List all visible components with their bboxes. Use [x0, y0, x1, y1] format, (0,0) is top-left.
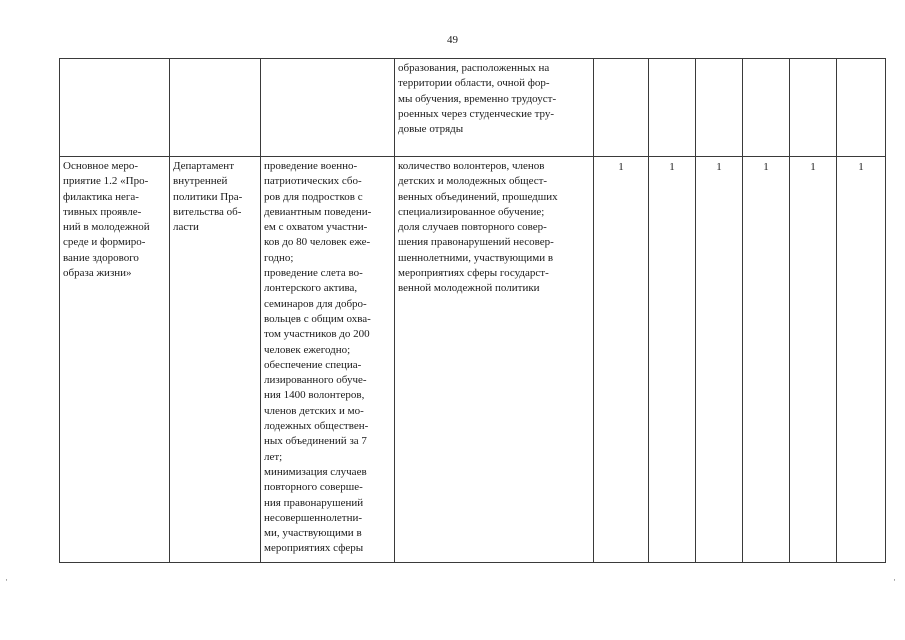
program-table	[59, 58, 886, 563]
cell-result-empty	[261, 59, 395, 157]
table-row-continuation	[60, 59, 886, 157]
scan-edge-mark-right: ·	[893, 575, 896, 585]
cell-indicator-continuation: образования, расположенных на территории области, очной фор- мы обучения, временно трудоуст- роенных через студенческие тру- довые отряды	[395, 59, 594, 157]
cell-value-empty	[649, 59, 696, 157]
cell-value-empty	[696, 59, 743, 157]
cell-event-name: Основное меро- приятие 1.2 «Про- филактика нега- тивных проявле- ний в молодежной среде и формиро- вание здорового образа жизни»	[60, 157, 170, 563]
cell-value-year-4: 1	[743, 157, 790, 563]
cell-value-empty	[594, 59, 649, 157]
cell-indicator: количество волонтеров, членов детских и молодежных общест- венных объединений, прошедших специализированное обучение; доля случаев повторного совер- шения правонарушений несовер- шеннолетними, участвующими в мероприятиях сферы государст- венной молодежной политики	[395, 157, 594, 563]
cell-executor: Департамент внутренней политики Пра- вительства об- ласти	[170, 157, 261, 563]
page-number: 49	[447, 34, 458, 46]
cell-executor-empty	[170, 59, 261, 157]
cell-value-year-1: 1	[594, 157, 649, 563]
cell-value-empty	[790, 59, 837, 157]
cell-value-empty	[743, 59, 790, 157]
cell-value-year-2: 1	[649, 157, 696, 563]
cell-expected-result: проведение военно- патриотических сбо- ров для подростков с девиантным поведени- ем с охватом участни- ков до 80 человек еже- годно; проведение слета во- лонтерского актива, семинаров для добро- вольцев с общим охва- том участников до 200 человек ежегодно; обеспечение специа- лизированного обуче- ния 1400 волонтеров, членов детских и мо- лодежных обществен- ных объединений за 7 лет; минимизация случаев повторного соверше- ния правонарушений несовершеннолетни- ми, участвующими в мероприятиях сферы	[261, 157, 395, 563]
cell-value-year-6: 1	[837, 157, 886, 563]
cell-value-year-3: 1	[696, 157, 743, 563]
table-row-event-1-2	[60, 157, 886, 563]
cell-event-name-empty	[60, 59, 170, 157]
cell-value-empty	[837, 59, 886, 157]
scan-edge-mark-left: ·	[5, 575, 8, 585]
cell-value-year-5: 1	[790, 157, 837, 563]
